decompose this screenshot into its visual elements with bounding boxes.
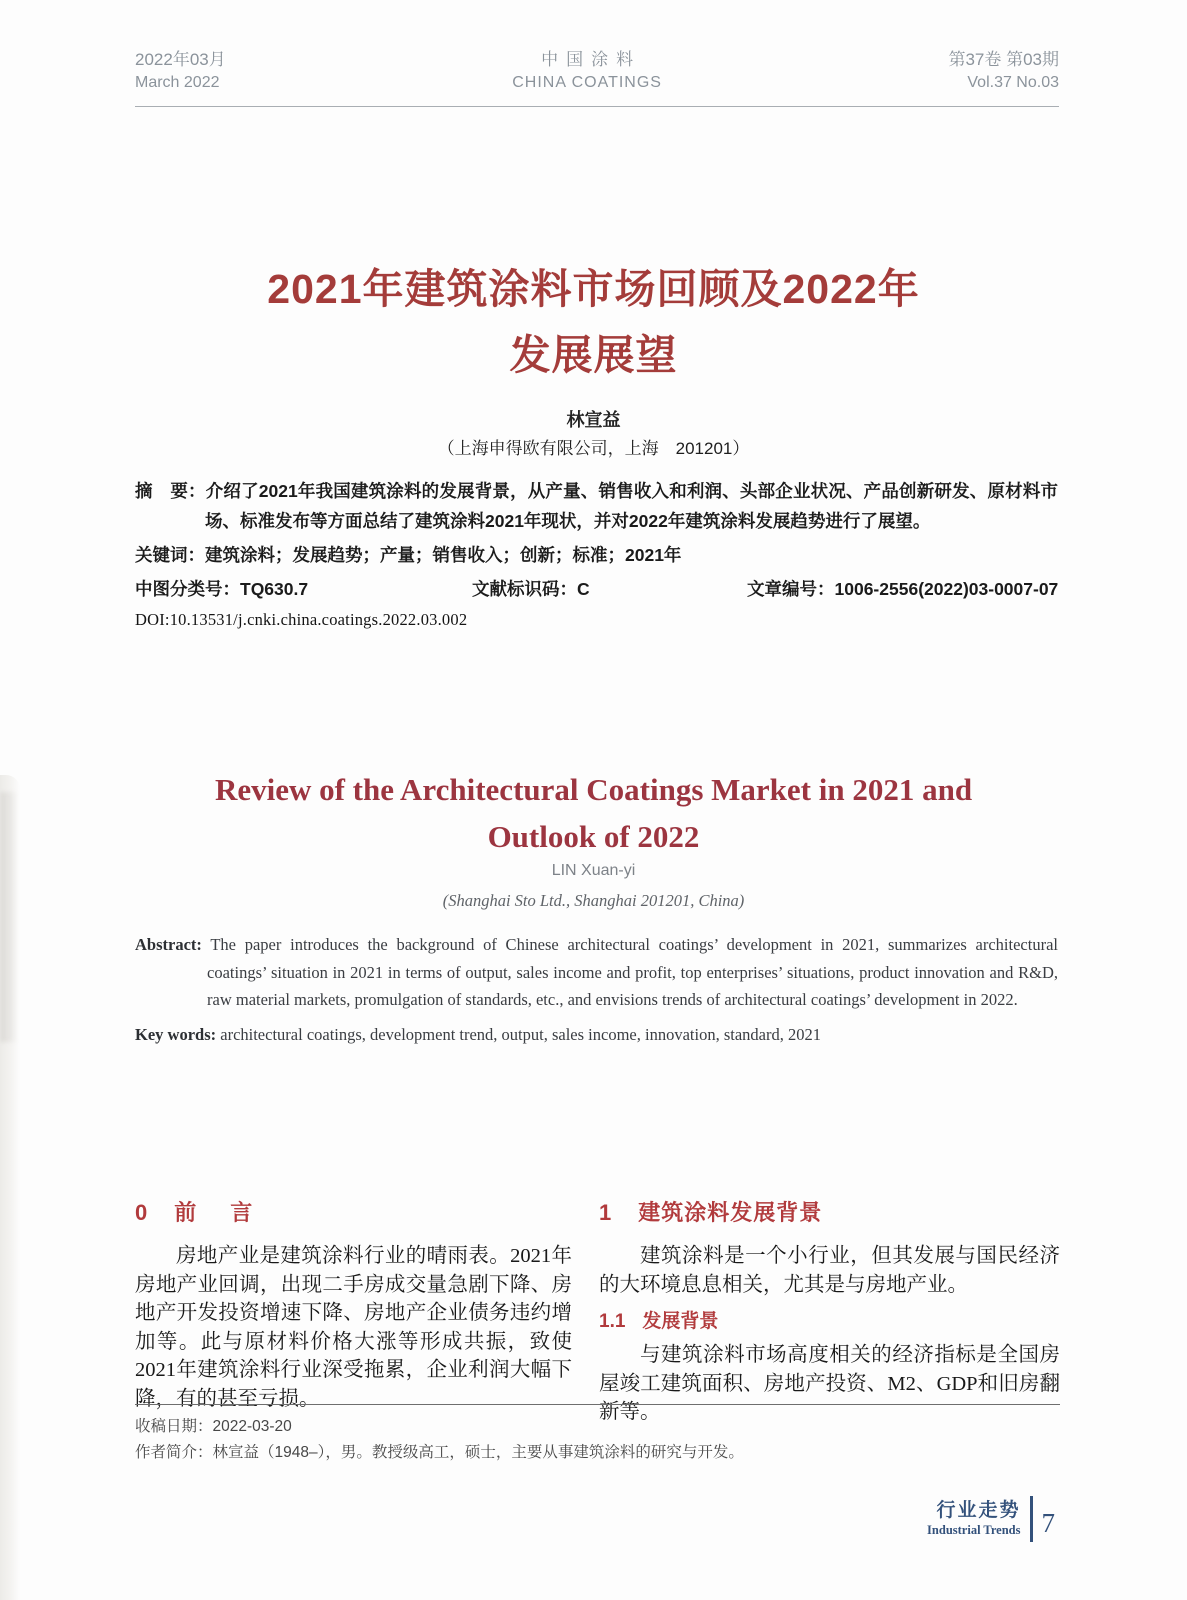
section-heading-1 — [599, 1196, 1060, 1227]
affiliation-cn: （上海申得欧有限公司，上海 201201） — [437, 439, 750, 458]
affiliation-en: (Shanghai Sto Ltd., Shanghai 201201, China) — [442, 891, 745, 910]
article-title-cn-line1: 2021年建筑涂料市场回顾及2022年 — [267, 266, 920, 312]
article-id: 文章编号：1006-2556(2022)03-0007-07 — [747, 579, 1059, 599]
section-title: 发展背景 — [642, 1311, 719, 1332]
issue-date-cn: 2022年03月 — [135, 50, 226, 69]
issue-date-en: March 2022 — [135, 74, 220, 91]
folio-section-en: Industrial Trends — [927, 1523, 1021, 1537]
volume-issue-en: Vol.37 No.03 — [967, 74, 1059, 91]
running-head — [135, 48, 1059, 107]
section-1-1-paragraph: 与建筑涂料市场高度相关的经济指标是全国房屋竣工建筑面积、房地产投资、M2、GDP和旧房翻新等。 — [599, 1344, 1060, 1423]
body-columns — [135, 1196, 1060, 1427]
abstract-block-en — [135, 931, 1058, 1048]
column-left — [135, 1196, 572, 1427]
abstract-label-en: Abstract: — [135, 935, 202, 954]
folio-divider — [1030, 1496, 1033, 1542]
abstract-text-cn: 介绍了2021年我国建筑涂料的发展背景，从产量、销售收入和利润、头部企业状况、产品创新研发、原材料市场、标准发布等方面总结了建筑涂料2021年现状，并对2022年建筑涂料发展趋势进行了展望。 — [205, 481, 1058, 531]
abstract-cn — [135, 476, 1058, 536]
clc-number: 中图分类号：TQ630.7 — [135, 579, 309, 599]
author-en: LIN Xuan-yi — [551, 862, 636, 879]
column-right — [599, 1196, 1060, 1427]
running-head-date — [135, 48, 226, 94]
article-title-cn-line2: 发展展望 — [509, 332, 678, 378]
abstract-label-cn: 摘 要： — [135, 481, 206, 501]
journal-name-en: CHINA COATINGS — [512, 74, 662, 91]
section-heading-0 — [135, 1196, 572, 1227]
volume-issue-cn: 第37卷 第03期 — [948, 50, 1059, 69]
keywords-en — [135, 1021, 1058, 1049]
classification-row — [135, 572, 1058, 602]
folio-section-cn: 行业走势 — [936, 1500, 1021, 1521]
page-folio — [927, 1496, 1055, 1542]
author-cn: 林宣益 — [566, 410, 621, 430]
article-title-en-line1: Review of the Architectural Coatings Market in 2021 and — [214, 772, 973, 807]
page-number: 7 — [1041, 1507, 1055, 1538]
section-0-paragraph: 房地产业是建筑涂料行业的晴雨表。2021年房地产业回调，出现二手房成交量急剧下降、房地产开发投资增速下降、房地产企业债务违约增加等。此与原材料价格大涨等形成共振，致使2021年建筑涂料行业深受拖累，企业利润大幅下降，有的甚至亏损。 — [135, 1245, 572, 1410]
article-title-en — [0, 766, 1187, 860]
article-title-cn — [0, 256, 1187, 388]
keywords-text-en: architectural coatings, development trend, output, sales income, innovation, standard, 2021 — [220, 1024, 821, 1044]
section-number: 0 — [135, 1200, 149, 1225]
section-number: 1.1 — [599, 1311, 626, 1332]
section-title: 前 言 — [174, 1200, 259, 1225]
section-1-paragraph: 建筑涂料是一个小行业，但其发展与国民经济的大环境息息相关，尤其是与房地产业。 — [599, 1245, 1060, 1296]
abstract-en — [135, 931, 1058, 1014]
section-number: 1 — [599, 1200, 613, 1225]
document-code: 文献标识码：C — [472, 579, 590, 599]
doi: DOI:10.13531/j.cnki.china.coatings.2022.03.002 — [135, 610, 468, 629]
section-title: 建筑涂料发展背景 — [638, 1200, 823, 1225]
received-date: 收稿日期：2022-03-20 — [135, 1418, 292, 1435]
abstract-block-cn — [135, 476, 1058, 635]
keywords-text-cn: 建筑涂料；发展趋势；产量；销售收入；创新；标准；2021年 — [205, 545, 682, 565]
running-head-issue — [948, 48, 1059, 94]
running-head-journal — [512, 48, 662, 94]
keywords-cn — [135, 540, 1058, 570]
footnote — [135, 1404, 1060, 1466]
journal-name-cn: 中国涂料 — [541, 50, 642, 69]
author-bio: 作者简介：林宣益（1948–），男。教授级高工，硕士，主要从事建筑涂料的研究与开发。 — [135, 1444, 744, 1461]
keywords-label-en: Key words: — [135, 1024, 217, 1044]
section-heading-1-1 — [599, 1306, 1060, 1333]
folio-section — [927, 1500, 1020, 1538]
abstract-text-en: The paper introduces the background of Chinese architectural coatings’ development in 2021, summarizes architectural coatings’ situation in 2021 in terms of output, sales income and profit, top enterprises’ situations, product innovation and R&D, raw material markets, promulgation of standards, etc., and envisions trends of architectural coatings’ development in 2022. — [207, 935, 1058, 1009]
article-title-en-line2: Outlook of 2022 — [487, 819, 700, 854]
keywords-label-cn: 关键词： — [135, 545, 205, 565]
